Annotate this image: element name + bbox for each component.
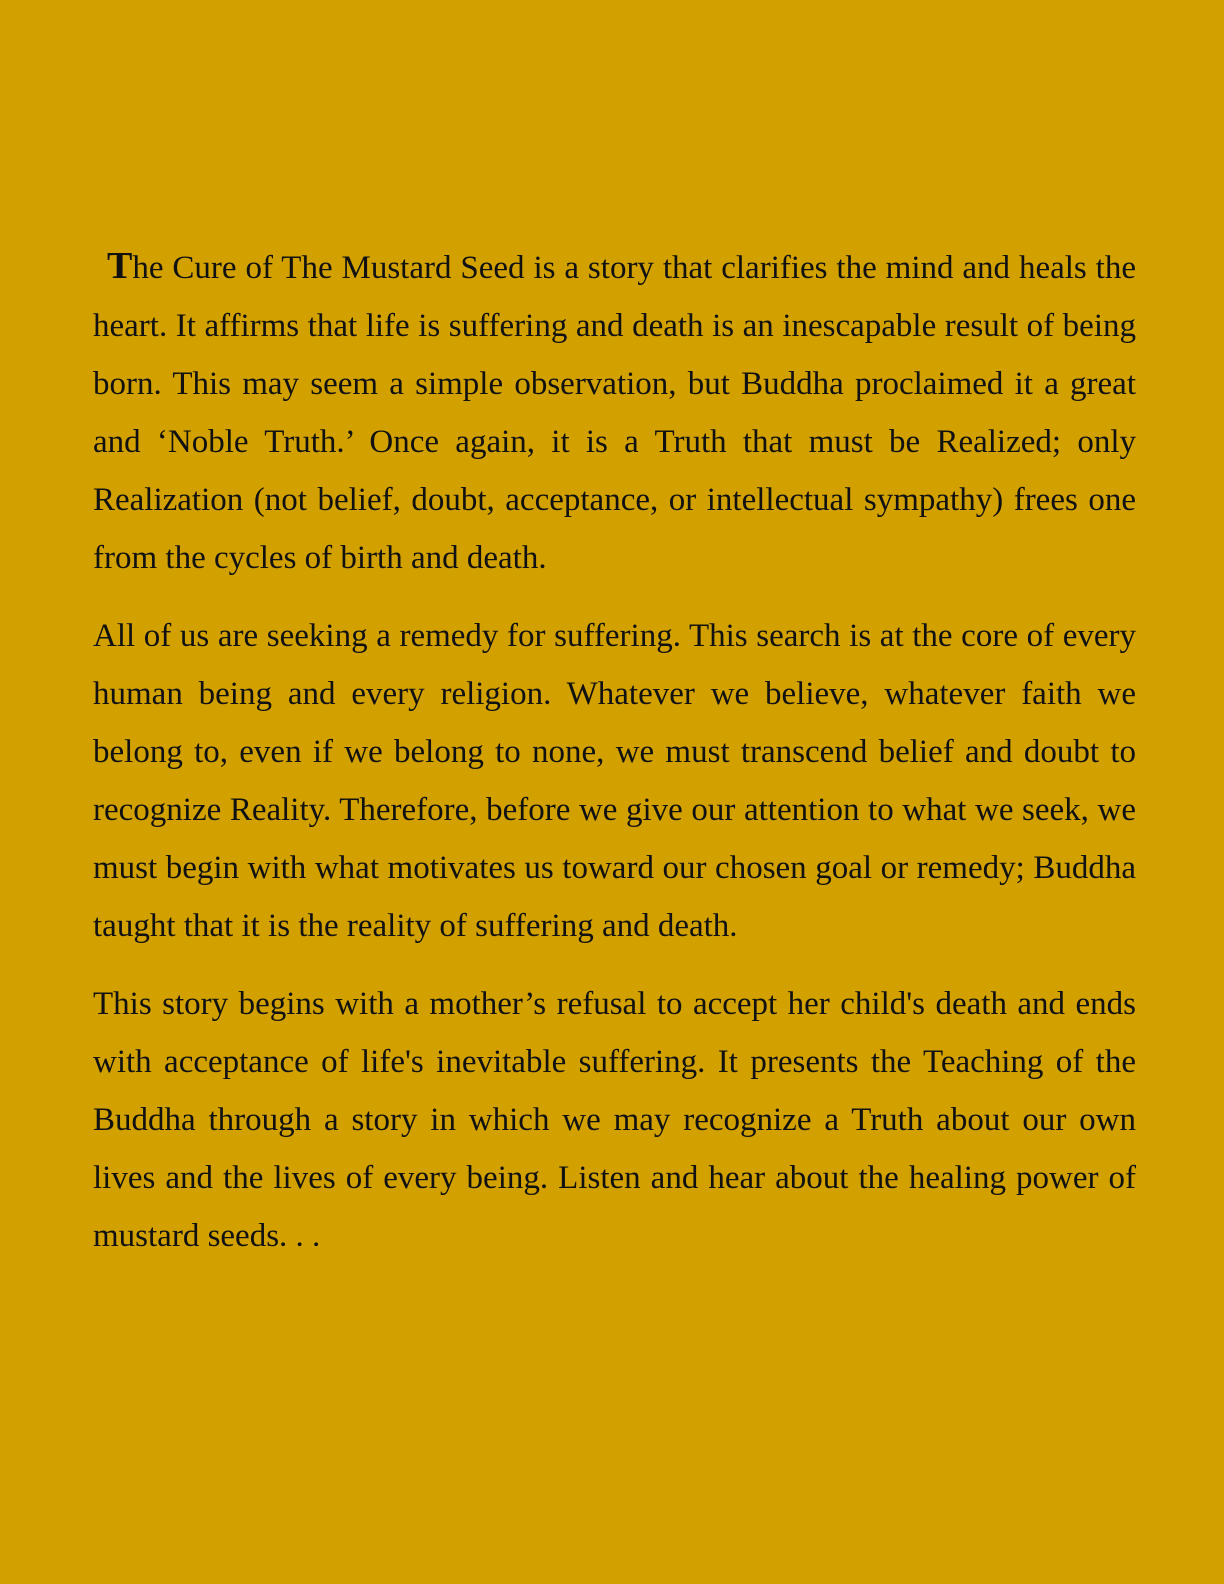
paragraph-story: This story begins with a mother’s refusal to accept her child's death and ends with acceptance of life's inevitable suffering. It presents the Teaching of the Buddha through a story in which we may recognize a Truth about our own lives and the lives of every being. Listen and hear about the healing power of mustard seeds. . .	[93, 986, 1136, 1254]
paragraph-remedy: All of us are seeking a remedy for suffering. This search is at the core of every human being and every religion. Whatever we believe, whatever faith we belong to, even if we belong to none, we must transcend belief and doubt to recognize Reality. Therefore, before we give our attention to what we seek, we must begin with what motivates us toward our chosen goal or remedy; Buddha taught that it is the reality of suffering and death.	[93, 618, 1136, 944]
drop-cap-letter: T	[107, 245, 133, 287]
paragraph-intro	[93, 237, 1136, 587]
paragraph-intro-text: he Cure of The Mustard Seed is a story that clarifies the mind and heals the heart. It affirms that life is suffering and death is an inescapable result of being born. This may seem a simple observation, but Buddha proclaimed it a great and ‘Noble Truth.’ Once again, it is a Truth that must be Realized; only Realization (not belief, doubt, acceptance, or intellectual sympathy) frees one from the cycles of birth and death.	[93, 250, 1136, 576]
